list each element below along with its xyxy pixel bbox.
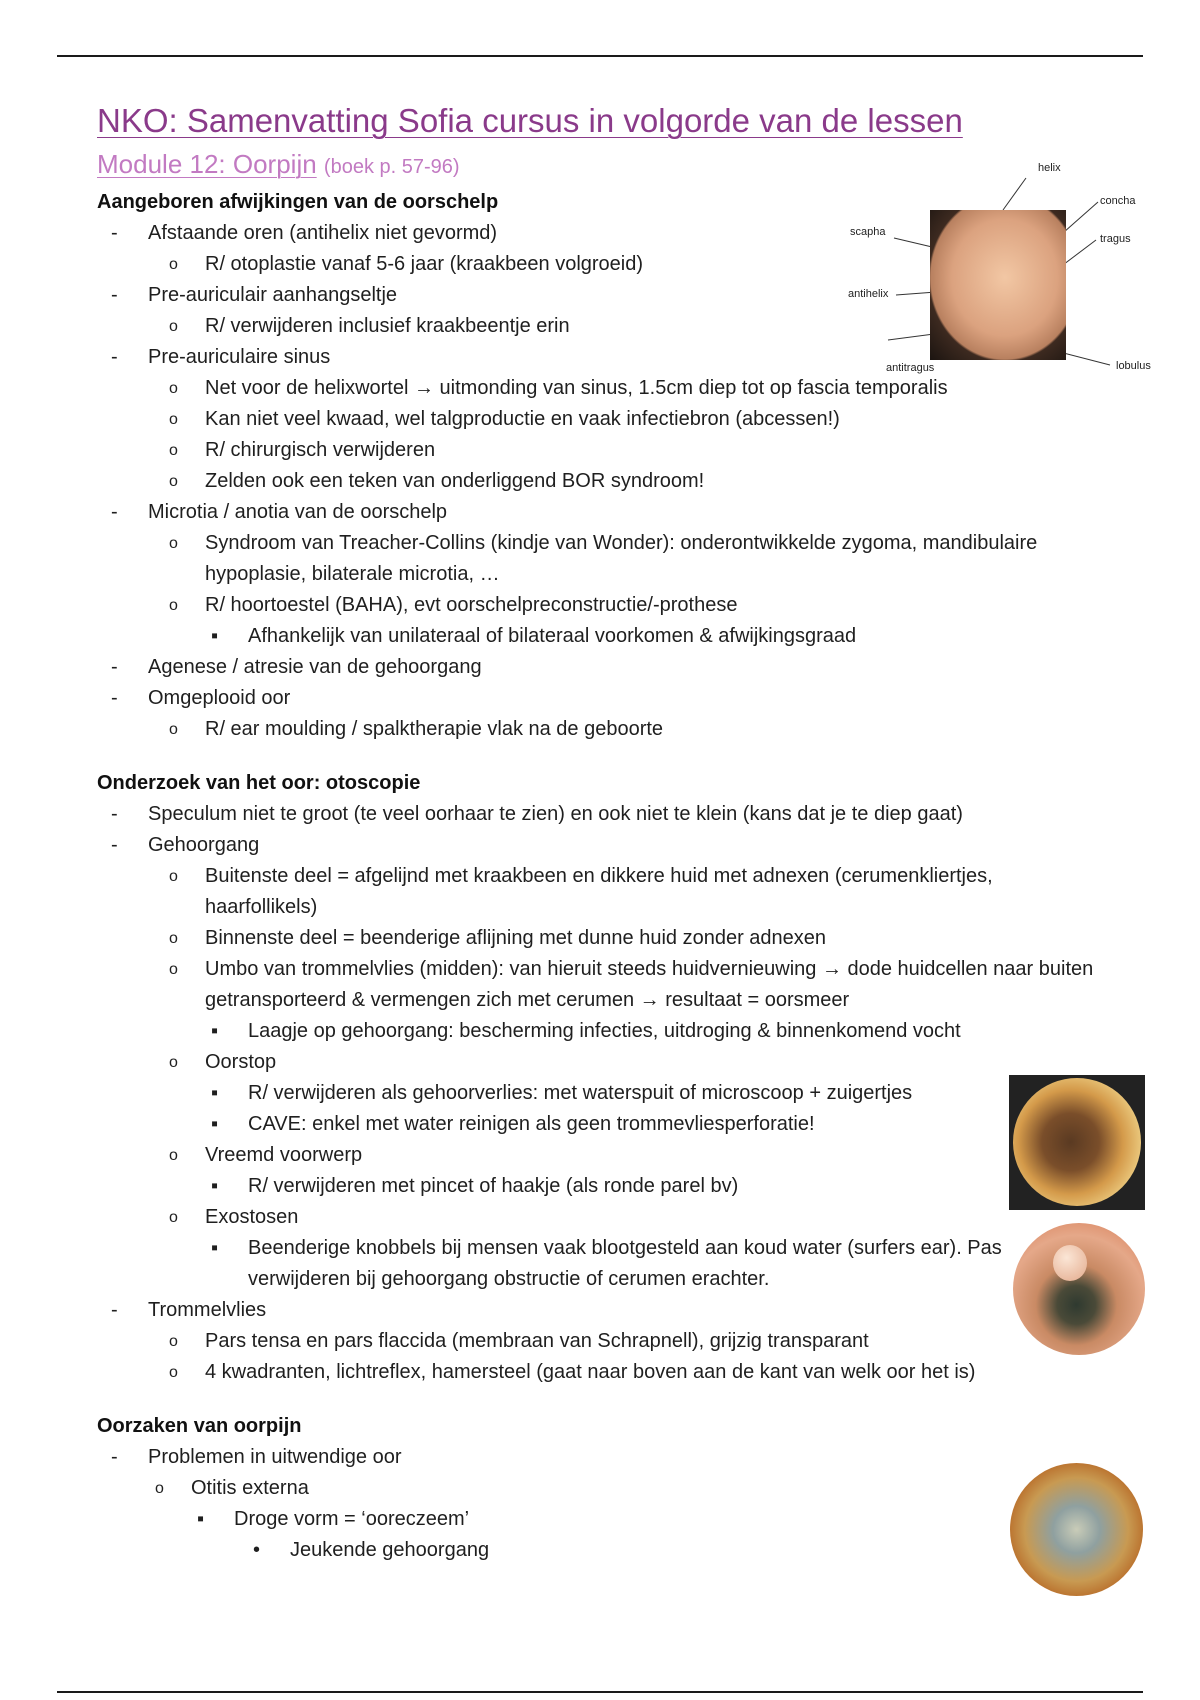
list-item: o R/ chirurgisch verwijderen (97, 435, 1097, 466)
list-item: o Oorstop (97, 1047, 1097, 1078)
list-item: - Pre-auriculair aanhangseltje (97, 280, 1097, 311)
list-item: - Microtia / anotia van de oorschelp (97, 497, 1097, 528)
ear-label-helix: helix (1038, 162, 1061, 174)
list-item: o Umbo van trommelvlies (midden): van hieruit steeds huidvernieuwing → dode huidcellen naar buiten getransporteerd & vermengen zich met cerumen → resultaat = oorsmeer (97, 954, 1097, 1016)
list-item: - Agenese / atresie van de gehoorgang (97, 652, 1097, 683)
list-item: o Net voor de helixwortel → uitmonding van sinus, 1.5cm diep tot op fascia temporalis (97, 373, 1097, 404)
list-item: o R/ ear moulding / spalktherapie vlak na de geboorte (97, 714, 1097, 745)
list-item: o Kan niet veel kwaad, wel talgproductie en vaak infectiebron (abcessen!) (97, 404, 1097, 435)
list-item: - Speculum niet te groot (te veel oorhaar te zien) en ook niet te klein (kans dat je te diep gaat) (97, 799, 1097, 830)
list-item: o R/ otoplastie vanaf 5-6 jaar (kraakbeen volgroeid) (97, 249, 1097, 280)
list-otoscopy (97, 799, 1097, 1388)
list-item: o Vreemd voorwerp (97, 1140, 1097, 1171)
ear-photo (930, 210, 1066, 360)
list-item: o Syndroom van Treacher-Collins (kindje van Wonder): onderontwikkelde zygoma, mandibulaire hypoplasie, bilaterale microtia, … (97, 528, 1097, 590)
list-item: o R/ verwijderen inclusief kraakbeentje erin (97, 311, 1097, 342)
otoscopy-photo-exostosis (1013, 1223, 1145, 1355)
list-item: - Pre-auriculaire sinus (97, 342, 1097, 373)
otoscopy-photo-otitis-externa (1010, 1463, 1143, 1596)
module-label: Module 12: Oorpijn (97, 149, 317, 179)
list-item: o R/ hoortoestel (BAHA), evt oorschelpreconstructie/-prothese (97, 590, 1097, 621)
list-item: - Problemen in uitwendige oor (97, 1442, 1097, 1473)
otoscopy-photo-earwax (1009, 1075, 1145, 1210)
top-rule (57, 55, 1143, 57)
list-item: o Pars tensa en pars flaccida (membraan van Schrapnell), grijzig transparant (97, 1326, 1097, 1357)
list-item: - Trommelvlies (97, 1295, 1097, 1326)
list-item: - Afstaande oren (antihelix niet gevormd) (97, 218, 1097, 249)
ear-label-lobulus: lobulus (1116, 360, 1151, 372)
section-heading-causes: Oorzaken van oorpijn (97, 1415, 302, 1437)
list-causes (97, 1442, 1097, 1566)
list-item: • Jeukende gehoorgang (97, 1535, 1097, 1566)
list-item: - Gehoorgang (97, 830, 1097, 861)
list-item: ▪ CAVE: enkel met water reinigen als geen trommevliesperforatie! (97, 1109, 1097, 1140)
list-item: ▪ Laagje op gehoorgang: bescherming infecties, uitdroging & binnenkomend vocht (97, 1016, 1097, 1047)
ear-anatomy-figure (848, 160, 1158, 380)
module-pages: (boek p. 57-96) (323, 156, 460, 178)
section-heading-congenital: Aangeboren afwijkingen van de oorschelp (97, 191, 499, 213)
bottom-rule (57, 1691, 1143, 1693)
ear-label-tragus: tragus (1100, 233, 1131, 245)
section-heading-otoscopy: Onderzoek van het oor: otoscopie (97, 772, 421, 794)
ear-label-scapha: scapha (850, 226, 886, 238)
list-item: ▪ Afhankelijk van unilateraal of bilateraal voorkomen & afwijkingsgraad (97, 621, 1097, 652)
list-item: ▪ R/ verwijderen als gehoorverlies: met waterspuit of microscoop + zuigertjes (97, 1078, 1097, 1109)
list-item: o Zelden ook een teken van onderliggend BOR syndroom! (97, 466, 1097, 497)
list-item: o Buitenste deel = afgelijnd met kraakbeen en dikkere huid met adnexen (cerumenkliertjes, haarfollikels) (97, 861, 1097, 923)
list-item: ▪ R/ verwijderen met pincet of haakje (als ronde parel bv) (97, 1171, 1097, 1202)
ear-label-concha: concha (1100, 195, 1136, 207)
list-item: ▪ Beenderige knobbels bij mensen vaak blootgesteld aan koud water (surfers ear). Pas verwijderen bij gehoorgang obstructie of cerumen erachter. (97, 1233, 1068, 1295)
page-title: NKO: Samenvatting Sofia cursus in volgorde van de lessen (97, 102, 963, 139)
list-item: ▪ Droge vorm = ‘ooreczeem’ (97, 1504, 1097, 1535)
list-item: o Exostosen (97, 1202, 1097, 1233)
list-item: o Otitis externa (97, 1473, 1097, 1504)
ear-label-antihelix: antihelix (848, 288, 889, 300)
list-item: o Binnenste deel = beenderige aflijning met dunne huid zonder adnexen (97, 923, 1097, 954)
list-item: - Omgeplooid oor (97, 683, 1097, 714)
ear-label-antitragus: antitragus (886, 362, 935, 374)
list-item: o 4 kwadranten, lichtreflex, hamersteel (gaat naar boven aan de kant van welk oor het is) (97, 1357, 1097, 1388)
